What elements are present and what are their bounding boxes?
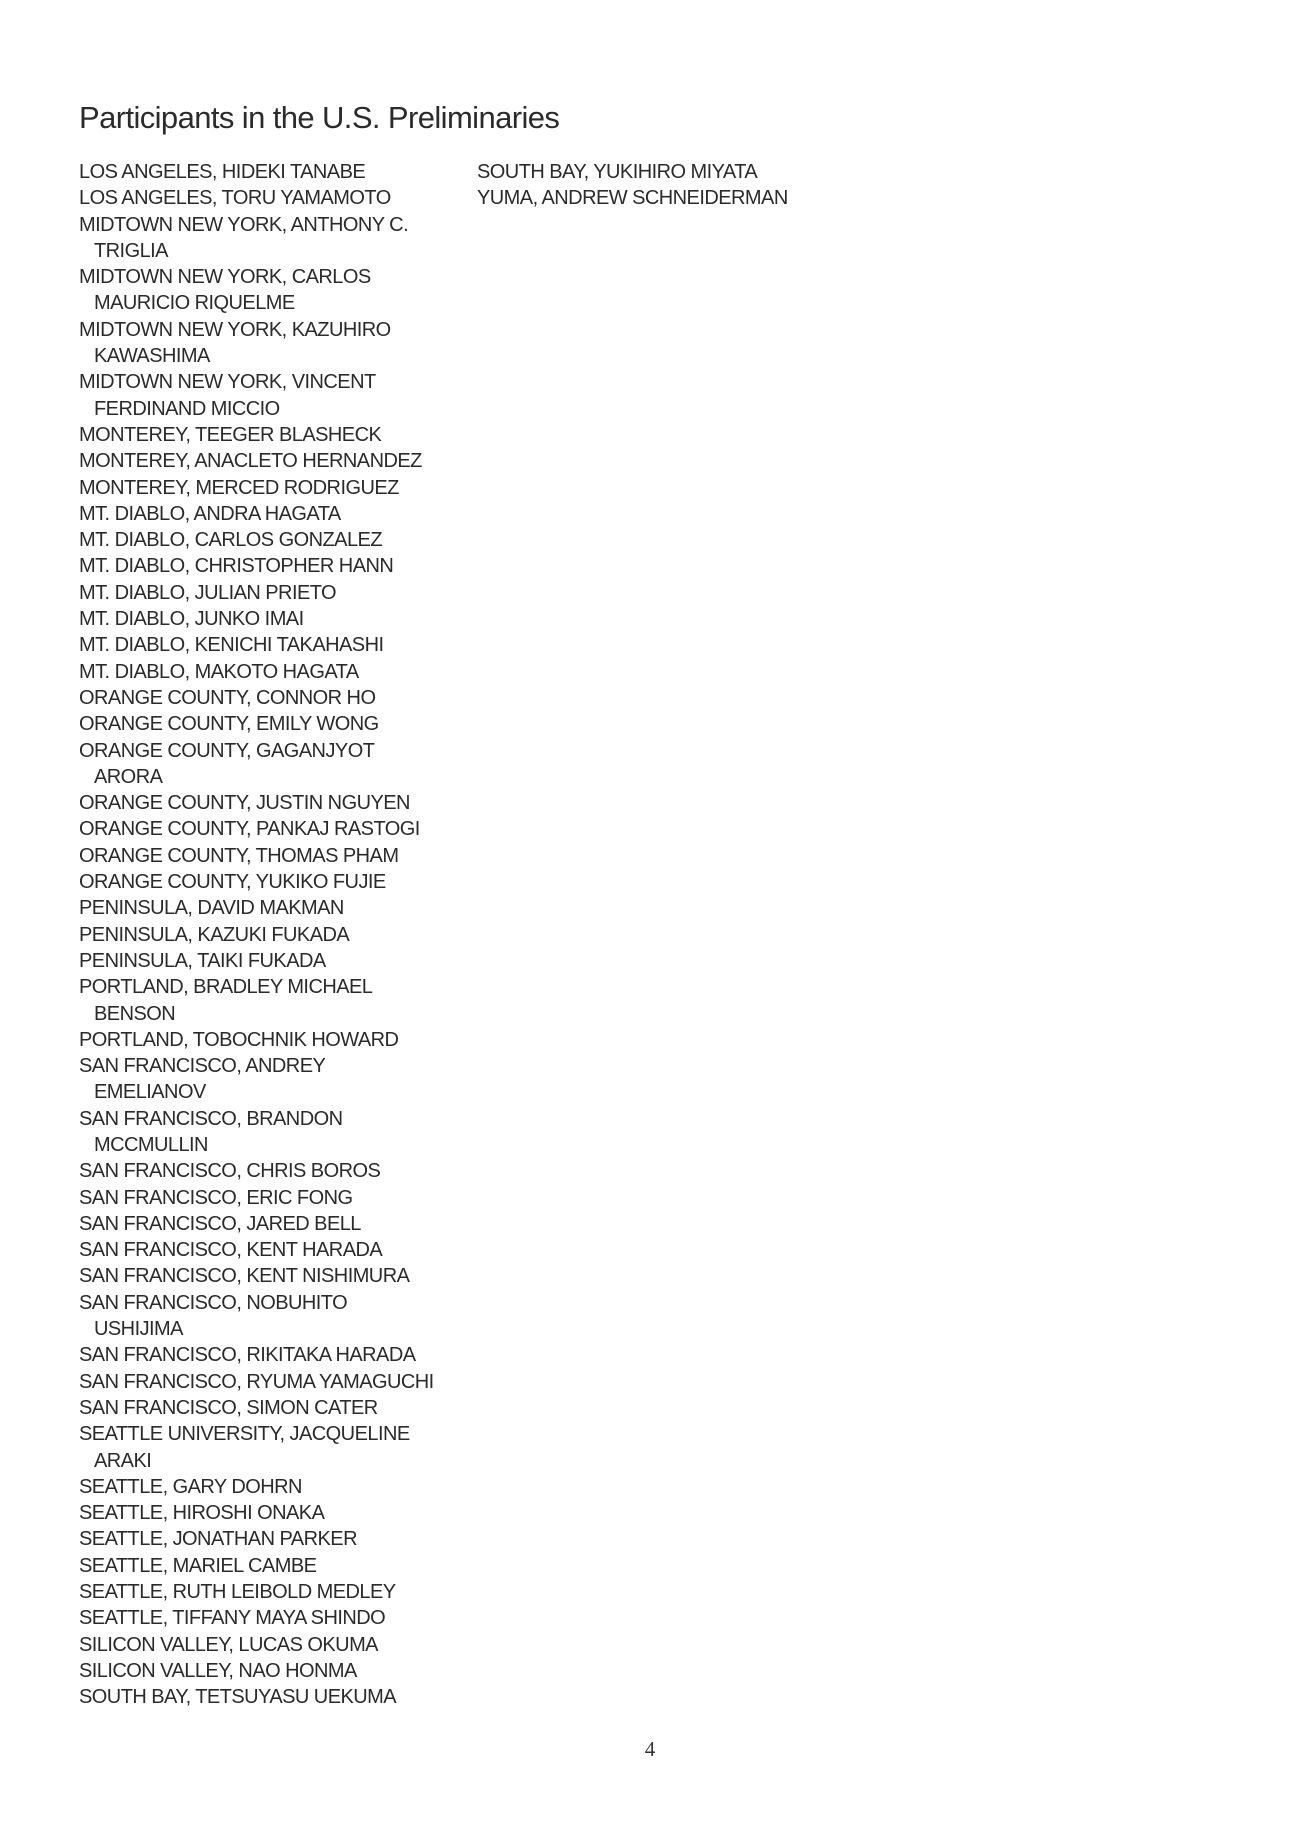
- participant-entry: PENINSULA, KAZUKI FUKADA: [79, 923, 350, 946]
- participant-entry-continuation: FERDINAND MICCIO: [94, 397, 280, 420]
- participant-entry: MT. DIABLO, CARLOS GONZALEZ: [79, 529, 382, 552]
- participant-entry: MONTEREY, TEEGER BLASHECK: [79, 423, 382, 446]
- participant-entry: SAN FRANCISCO, CHRIS BOROS: [79, 1160, 381, 1183]
- participant-entry: SAN FRANCISCO, RIKITAKA HARADA: [79, 1344, 416, 1367]
- participant-entry: MONTEREY, MERCED RODRIGUEZ: [79, 476, 399, 499]
- participant-list-right-column: [477, 159, 857, 212]
- participant-entry: SEATTLE UNIVERSITY, JACQUELINE: [79, 1423, 410, 1446]
- participant-entry: SEATTLE, GARY DOHRN: [79, 1475, 302, 1498]
- participant-entry: ORANGE COUNTY, YUKIKO FUJIE: [79, 871, 386, 894]
- page-number: 4: [644, 1737, 656, 1761]
- participant-entry: SAN FRANCISCO, KENT NISHIMURA: [79, 1265, 410, 1288]
- participant-entry: SEATTLE, HIROSHI ONAKA: [79, 1502, 325, 1525]
- participant-entry: MT. DIABLO, MAKOTO HAGATA: [79, 660, 359, 683]
- participant-entry-continuation: MCCMULLIN: [94, 1133, 208, 1156]
- participant-entry: ORANGE COUNTY, EMILY WONG: [79, 713, 379, 736]
- participant-entry: SOUTH BAY, TETSUYASU UEKUMA: [79, 1686, 397, 1709]
- participant-entry: MT. DIABLO, JUNKO IMAI: [79, 608, 304, 631]
- participant-entry: SILICON VALLEY, NAO HONMA: [79, 1659, 357, 1682]
- participant-entry: ORANGE COUNTY, THOMAS PHAM: [79, 844, 399, 867]
- participant-entry: MIDTOWN NEW YORK, ANTHONY C.: [79, 213, 409, 236]
- participant-entry: MT. DIABLO, JULIAN PRIETO: [79, 581, 337, 604]
- participant-entry-continuation: USHIJIMA: [94, 1318, 183, 1341]
- participant-entry-continuation: TRIGLIA: [94, 239, 168, 262]
- participant-entry: PENINSULA, DAVID MAKMAN: [79, 897, 344, 920]
- participant-entry: SAN FRANCISCO, BRANDON: [79, 1107, 343, 1130]
- participant-entry: SAN FRANCISCO, RYUMA YAMAGUCHI: [79, 1370, 434, 1393]
- participant-entry: ORANGE COUNTY, PANKAJ RASTOGI: [79, 818, 420, 841]
- participant-entry: SEATTLE, JONATHAN PARKER: [79, 1528, 357, 1551]
- participant-entry: SEATTLE, RUTH LEIBOLD MEDLEY: [79, 1581, 396, 1604]
- participant-entry-continuation: KAWASHIMA: [94, 345, 210, 368]
- participant-entry: LOS ANGELES, TORU YAMAMOTO: [79, 187, 391, 210]
- participant-entry: SAN FRANCISCO, ERIC FONG: [79, 1186, 353, 1209]
- page-title: Participants in the U.S. Preliminaries: [79, 100, 560, 135]
- participant-entry: MIDTOWN NEW YORK, CARLOS: [79, 266, 371, 289]
- participant-entry: SAN FRANCISCO, ANDREY: [79, 1055, 326, 1078]
- participant-entry-continuation: BENSON: [94, 1002, 176, 1025]
- participant-entry: MIDTOWN NEW YORK, VINCENT: [79, 371, 376, 394]
- participant-entry: PORTLAND, TOBOCHNIK HOWARD: [79, 1028, 399, 1051]
- participant-entry: ORANGE COUNTY, JUSTIN NGUYEN: [79, 792, 410, 815]
- participant-entry: SEATTLE, TIFFANY MAYA SHINDO: [79, 1607, 386, 1630]
- participant-entry-continuation: ARORA: [94, 765, 163, 788]
- participant-entry: SAN FRANCISCO, SIMON CATER: [79, 1396, 378, 1419]
- participant-entry: ORANGE COUNTY, CONNOR HO: [79, 686, 376, 709]
- participant-entry: MONTEREY, ANACLETO HERNANDEZ: [79, 450, 422, 473]
- participant-list-left-column: [79, 159, 439, 1711]
- participant-entry: YUMA, ANDREW SCHNEIDERMAN: [477, 187, 788, 210]
- participant-entry-continuation: MAURICIO RIQUELME: [94, 292, 295, 315]
- participant-entry: SEATTLE, MARIEL CAMBE: [79, 1554, 317, 1577]
- participant-entry: MT. DIABLO, ANDRA HAGATA: [79, 502, 341, 525]
- participant-entry: PORTLAND, BRADLEY MICHAEL: [79, 976, 373, 999]
- participant-entry: SILICON VALLEY, LUCAS OKUMA: [79, 1633, 378, 1656]
- participant-entry: PENINSULA, TAIKI FUKADA: [79, 949, 326, 972]
- participant-entry: LOS ANGELES, HIDEKI TANABE: [79, 161, 366, 183]
- participant-entry: MT. DIABLO, CHRISTOPHER HANN: [79, 555, 394, 578]
- participant-entry: SAN FRANCISCO, JARED BELL: [79, 1212, 361, 1235]
- participant-entry: SAN FRANCISCO, KENT HARADA: [79, 1239, 383, 1262]
- participant-entry: MIDTOWN NEW YORK, KAZUHIRO: [79, 318, 391, 341]
- participant-entry-continuation: ARAKI: [94, 1449, 152, 1472]
- participant-entry-continuation: EMELIANOV: [94, 1081, 206, 1104]
- participant-entry: ORANGE COUNTY, GAGANJYOT: [79, 739, 375, 762]
- participant-entry: SOUTH BAY, YUKIHIRO MIYATA: [477, 161, 758, 183]
- participant-entry: SAN FRANCISCO, NOBUHITO: [79, 1291, 348, 1314]
- participant-entry: MT. DIABLO, KENICHI TAKAHASHI: [79, 634, 384, 657]
